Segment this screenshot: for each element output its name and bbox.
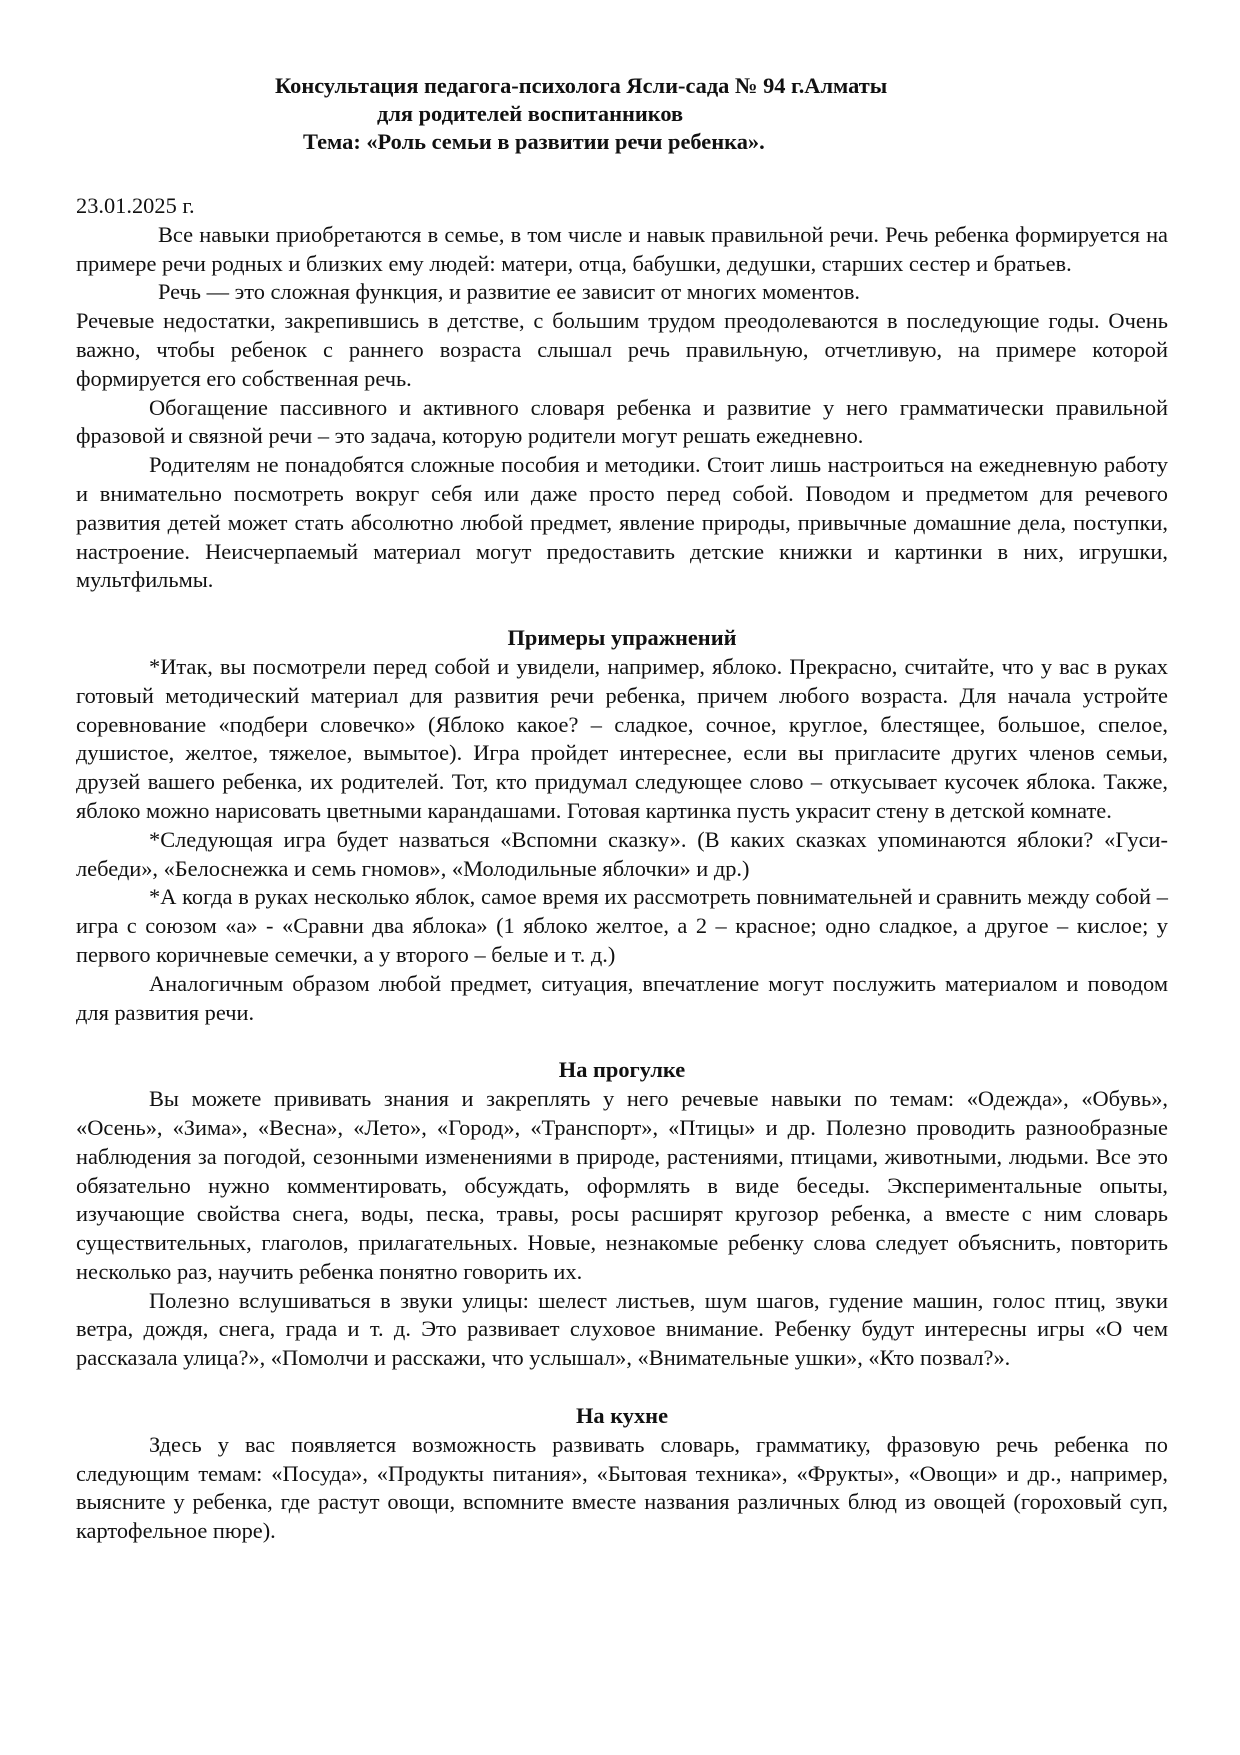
examples-paragraph-2: *Следующая игра будет назваться «Вспомни сказку». (В каких сказках упоминаются яблоки? «Гуси-лебеди», «Белоснежка и семь гномов», «Молодильные яблочки» и др.) (76, 826, 1168, 881)
document-body (76, 192, 1168, 1546)
section-title-walk: На прогулке (558, 1057, 686, 1083)
intro-paragraph-4: Обогащение пассивного и активного словаря ребенка и развитие у него грамматически правильной фразовой и связной речи – это задача, которую родители могут решать ежедневно. (76, 394, 1168, 449)
header-line-2: для родителей воспитанников (377, 101, 684, 126)
examples-paragraph-1: *Итак, вы посмотрели перед собой и увидели, например, яблоко. Прекрасно, считайте, что у вас в руках готовый методический материал для развития речи ребенка, причем любого возраста. Для начала устройте соревнование «подбери словечко» (Яблоко какое? – сладкое, сочное, круглое, блестящее, большое, спелое, душистое, желтое, тяжелое, вымытое). Игра пройдет интереснее, если вы пригласите других членов семьи, друзей вашего ребенка, их родителей. Тот, кто придумал следующее слово – откусывает кусочек яблока. Также, яблоко можно нарисовать цветными карандашами. Готовая картинка пусть украсит стену в детской комнате. (76, 653, 1168, 823)
examples-paragraph-3: *А когда в руках несколько яблок, самое время их рассмотреть повнимательней и сравнить между собой – игра с союзом «а» - «Сравни два яблока» (1 яблоко желтое, а 2 – красное; одно сладкое, а другое – кислое; у первого коричневые семечки, а у второго – белые и т. д.) (76, 884, 1168, 967)
intro-paragraph-5: Родителям не понадобятся сложные пособия и методики. Стоит лишь настроиться на ежедневную работу и внимательно посмотреть вокруг себя или даже просто перед собой. Поводом и предметом для речевого развития детей может стать абсолютно любой предмет, явление природы, привычные домашние дела, поступки, настроение. Неисчерпаемый материал могут предоставить детские книжки и картинки в них, игрушки, мультфильмы. (76, 452, 1168, 593)
header-line-1: Консультация педагога-психолога Ясли-сада № 94 г.Алматы (275, 73, 888, 98)
intro-paragraph-3: Речевые недостатки, закрепившись в детстве, с большим трудом преодолеваются в последующие годы. Очень важно, чтобы ребенок с раннего возраста слышал речь правильную, отчетливую, на примере которой формируется его собственная речь. (76, 308, 1168, 391)
kitchen-paragraph-1: Здесь у вас появляется возможность развивать словарь, грамматику, фразовую речь ребенка по следующим темам: «Посуда», «Продукты питания», «Бытовая техника», «Фрукты», «Овощи» и др., например, выясните у ребенка, где растут овощи, вспомните вместе названия различных блюд из овощей (гороховый суп, картофельное пюре). (76, 1431, 1168, 1544)
header-topic: Тема: «Роль семьи в развитии речи ребенка». (303, 129, 765, 154)
section-title-examples: Примеры упражнений (507, 625, 737, 651)
intro-paragraph-1: Все навыки приобретаются в семье, в том числе и навык правильной речи. Речь ребенка формируется на примере речи родных и близких ему людей: матери, отца, бабушки, дедушки, старших сестер и братьев. (76, 221, 1168, 276)
examples-paragraph-4: Аналогичным образом любой предмет, ситуация, впечатление могут послужить материалом и поводом для развития речи. (76, 970, 1168, 1025)
walk-paragraph-2: Полезно вслушиваться в звуки улицы: шелест листьев, шум шагов, гудение машин, голос птиц, звуки ветра, дождя, снега, града и т. д. Это развивает слуховое внимание. Ребенку будут интересны игры «О чем рассказала улица?», «Помолчи и расскажи, что услышал», «Внимательные ушки», «Кто позвал?». (76, 1287, 1168, 1371)
intro-paragraph-2: Речь — это сложная функция, и развитие ее зависит от многих моментов. (158, 279, 860, 305)
section-title-kitchen: На кухне (575, 1403, 669, 1429)
walk-paragraph-1: Вы можете прививать знания и закреплять у него речевые навыки по темам: «Одежда», «Обувь», «Осень», «Зима», «Весна», «Лето», «Город», «Транспорт», «Птицы» и др. Полезно проводить разнообразные наблюдения за погодой, сезонными изменениями в природе, растениями, птицами, животными, людьми. Все это обязательно нужно комментировать, обсуждать, оформлять в виде беседы. Экспериментальные опыты, изучающие свойства снега, воды, песка, травы, росы расширят кругозор ребенка, а вместе с ним словарь существительных, глаголов, прилагательных. Новые, незнакомые ребенку слова следует объяснить, повторить несколько раз, научить ребенка понятно говорить их. (76, 1086, 1168, 1284)
document-date: 23.01.2025 г. (76, 193, 195, 218)
